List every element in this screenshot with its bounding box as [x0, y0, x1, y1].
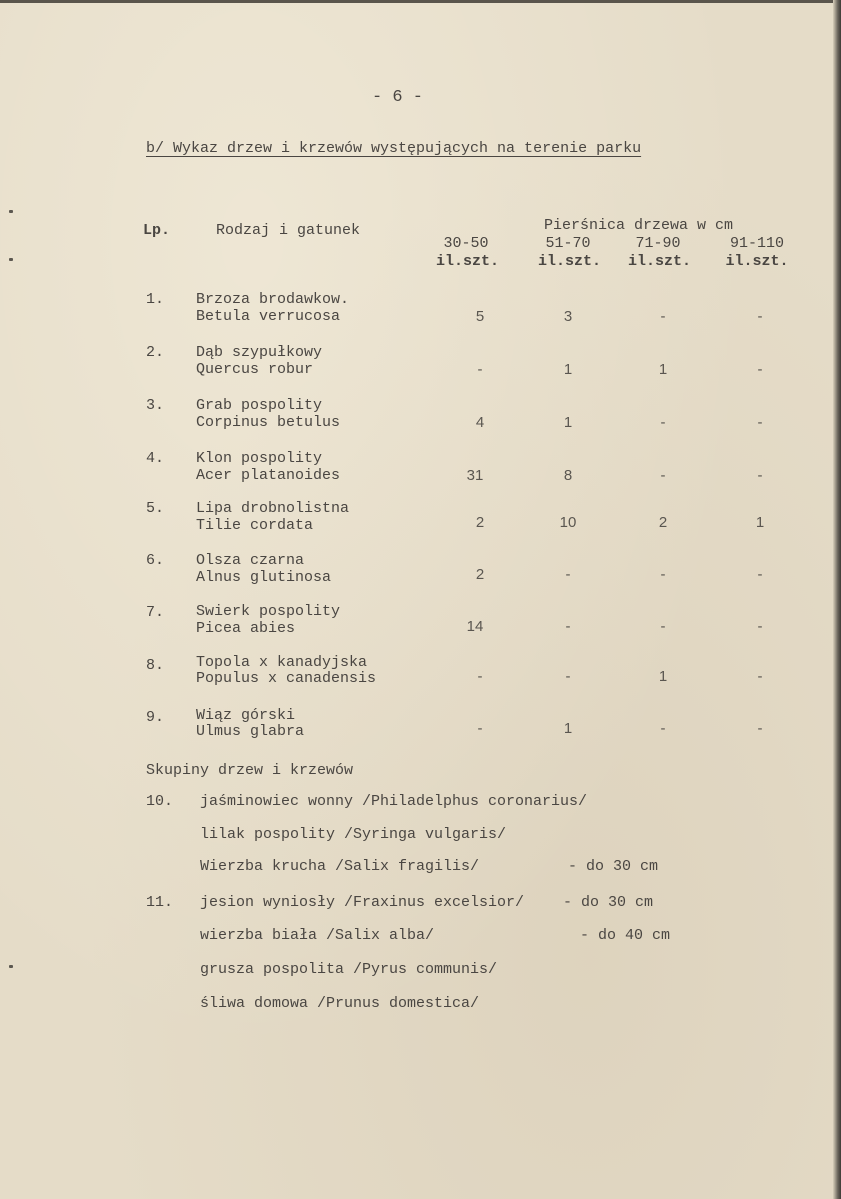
row-lp: 9.	[146, 709, 165, 726]
group-line: lilak pospolity /Syringa vulgaris/	[200, 826, 507, 843]
punch-mark	[9, 965, 13, 968]
row-value: 5	[475, 308, 485, 325]
page-number: - 6 -	[372, 88, 424, 107]
row-value: 4	[475, 414, 485, 431]
row-value: -	[565, 566, 571, 583]
row-name-lat: Quercus robur	[196, 361, 314, 378]
row-value: -	[660, 467, 666, 484]
row-value: -	[757, 308, 763, 325]
row-value: 1	[563, 720, 573, 737]
row-name-pl: Klon pospolity	[196, 450, 323, 467]
row-value: -	[757, 720, 763, 737]
row-name-pl: Lipa drobnolistna	[196, 500, 350, 517]
row-lp: 8.	[146, 657, 165, 674]
section-title: b/ Wykaz drzew i krzewów występujących na terenie parku	[146, 140, 642, 157]
row-value: 1	[755, 514, 765, 531]
row-value: 10	[559, 514, 577, 531]
row-value: -	[477, 720, 483, 737]
row-lp: 6.	[146, 552, 165, 569]
header-lp: Lp.	[143, 222, 171, 239]
header-dbh-group: Pierśnica drzewa w cm	[544, 217, 734, 234]
row-value: -	[660, 566, 666, 583]
scan-right-edge	[833, 0, 841, 1199]
row-value: -	[565, 618, 571, 635]
row-lp: 1.	[146, 291, 165, 308]
row-value: -	[660, 308, 666, 325]
row-value: -	[565, 668, 571, 685]
row-name-pl: Topola x kanadyjska	[196, 654, 368, 671]
row-name-lat: Corpinus betulus	[196, 414, 341, 431]
group-lp: 11.	[146, 894, 174, 911]
row-value: 1	[563, 414, 573, 431]
row-value: 1	[658, 668, 668, 685]
row-name-pl: Grab pospolity	[196, 397, 323, 414]
header-unit-3: il.szt.	[628, 253, 692, 270]
header-unit-2: il.szt.	[538, 253, 602, 270]
row-value: 2	[475, 566, 485, 583]
row-lp: 3.	[146, 397, 165, 414]
row-name-lat: Acer platanoides	[196, 467, 341, 484]
row-name-pl: Swierk pospolity	[196, 603, 341, 620]
row-value: -	[477, 361, 483, 378]
row-value: 2	[658, 514, 668, 531]
row-lp: 7.	[146, 604, 165, 621]
group-note: - do 40 cm	[580, 927, 671, 944]
row-value: 2	[475, 514, 485, 531]
scan-top-edge	[0, 0, 841, 3]
group-line: Wierzba krucha /Salix fragilis/	[200, 858, 480, 875]
row-value: -	[757, 361, 763, 378]
row-name-pl: Dąb szypułkowy	[196, 344, 323, 361]
group-line: jaśminowiec wonny /Philadelphus coronarius/	[200, 793, 588, 810]
header-range-1: 30-50	[443, 235, 489, 252]
group-note: - do 30 cm	[568, 858, 659, 875]
header-species: Rodzaj i gatunek	[216, 222, 361, 239]
row-name-lat: Ulmus glabra	[196, 723, 305, 740]
row-value: 1	[563, 361, 573, 378]
row-value: -	[660, 414, 666, 431]
row-name-lat: Populus x canadensis	[196, 670, 377, 687]
group-line: śliwa domowa /Prunus domestica/	[200, 995, 480, 1012]
group-line: grusza pospolita /Pyrus communis/	[200, 961, 498, 978]
row-name-lat: Alnus glutinosa	[196, 569, 332, 586]
row-value: 31	[466, 467, 484, 484]
row-value: -	[757, 467, 763, 484]
row-lp: 2.	[146, 344, 165, 361]
group-note: - do 30 cm	[563, 894, 654, 911]
row-value: -	[660, 618, 666, 635]
row-lp: 5.	[146, 500, 165, 517]
row-value: -	[477, 668, 483, 685]
header-range-2: 51-70	[545, 235, 591, 252]
punch-mark	[9, 210, 13, 213]
row-name-pl: Olsza czarna	[196, 552, 305, 569]
header-unit-4: il.szt.	[725, 253, 789, 270]
row-value: 8	[563, 467, 573, 484]
group-line: wierzba biała /Salix alba/	[200, 927, 435, 944]
row-name-pl: Wiąz górski	[196, 707, 296, 724]
row-value: 1	[658, 361, 668, 378]
header-range-3: 71-90	[635, 235, 681, 252]
row-name-lat: Picea abies	[196, 620, 296, 637]
row-name-lat: Betula verrucosa	[196, 308, 341, 325]
header-range-4: 91-110	[729, 235, 784, 252]
group-lp: 10.	[146, 793, 174, 810]
row-value: -	[757, 618, 763, 635]
row-lp: 4.	[146, 450, 165, 467]
row-value: -	[757, 414, 763, 431]
row-value: -	[757, 668, 763, 685]
row-value: 3	[563, 308, 573, 325]
row-value: 14	[466, 618, 484, 635]
punch-mark	[9, 258, 13, 261]
groups-heading: Skupiny drzew i krzewów	[146, 762, 354, 779]
row-value: -	[660, 720, 666, 737]
header-unit-1: il.szt.	[436, 253, 500, 270]
row-value: -	[757, 566, 763, 583]
row-name-lat: Tilie cordata	[196, 517, 314, 534]
row-name-pl: Brzoza brodawkow.	[196, 291, 350, 308]
group-line: jesion wyniosły /Fraxinus excelsior/	[200, 894, 525, 911]
